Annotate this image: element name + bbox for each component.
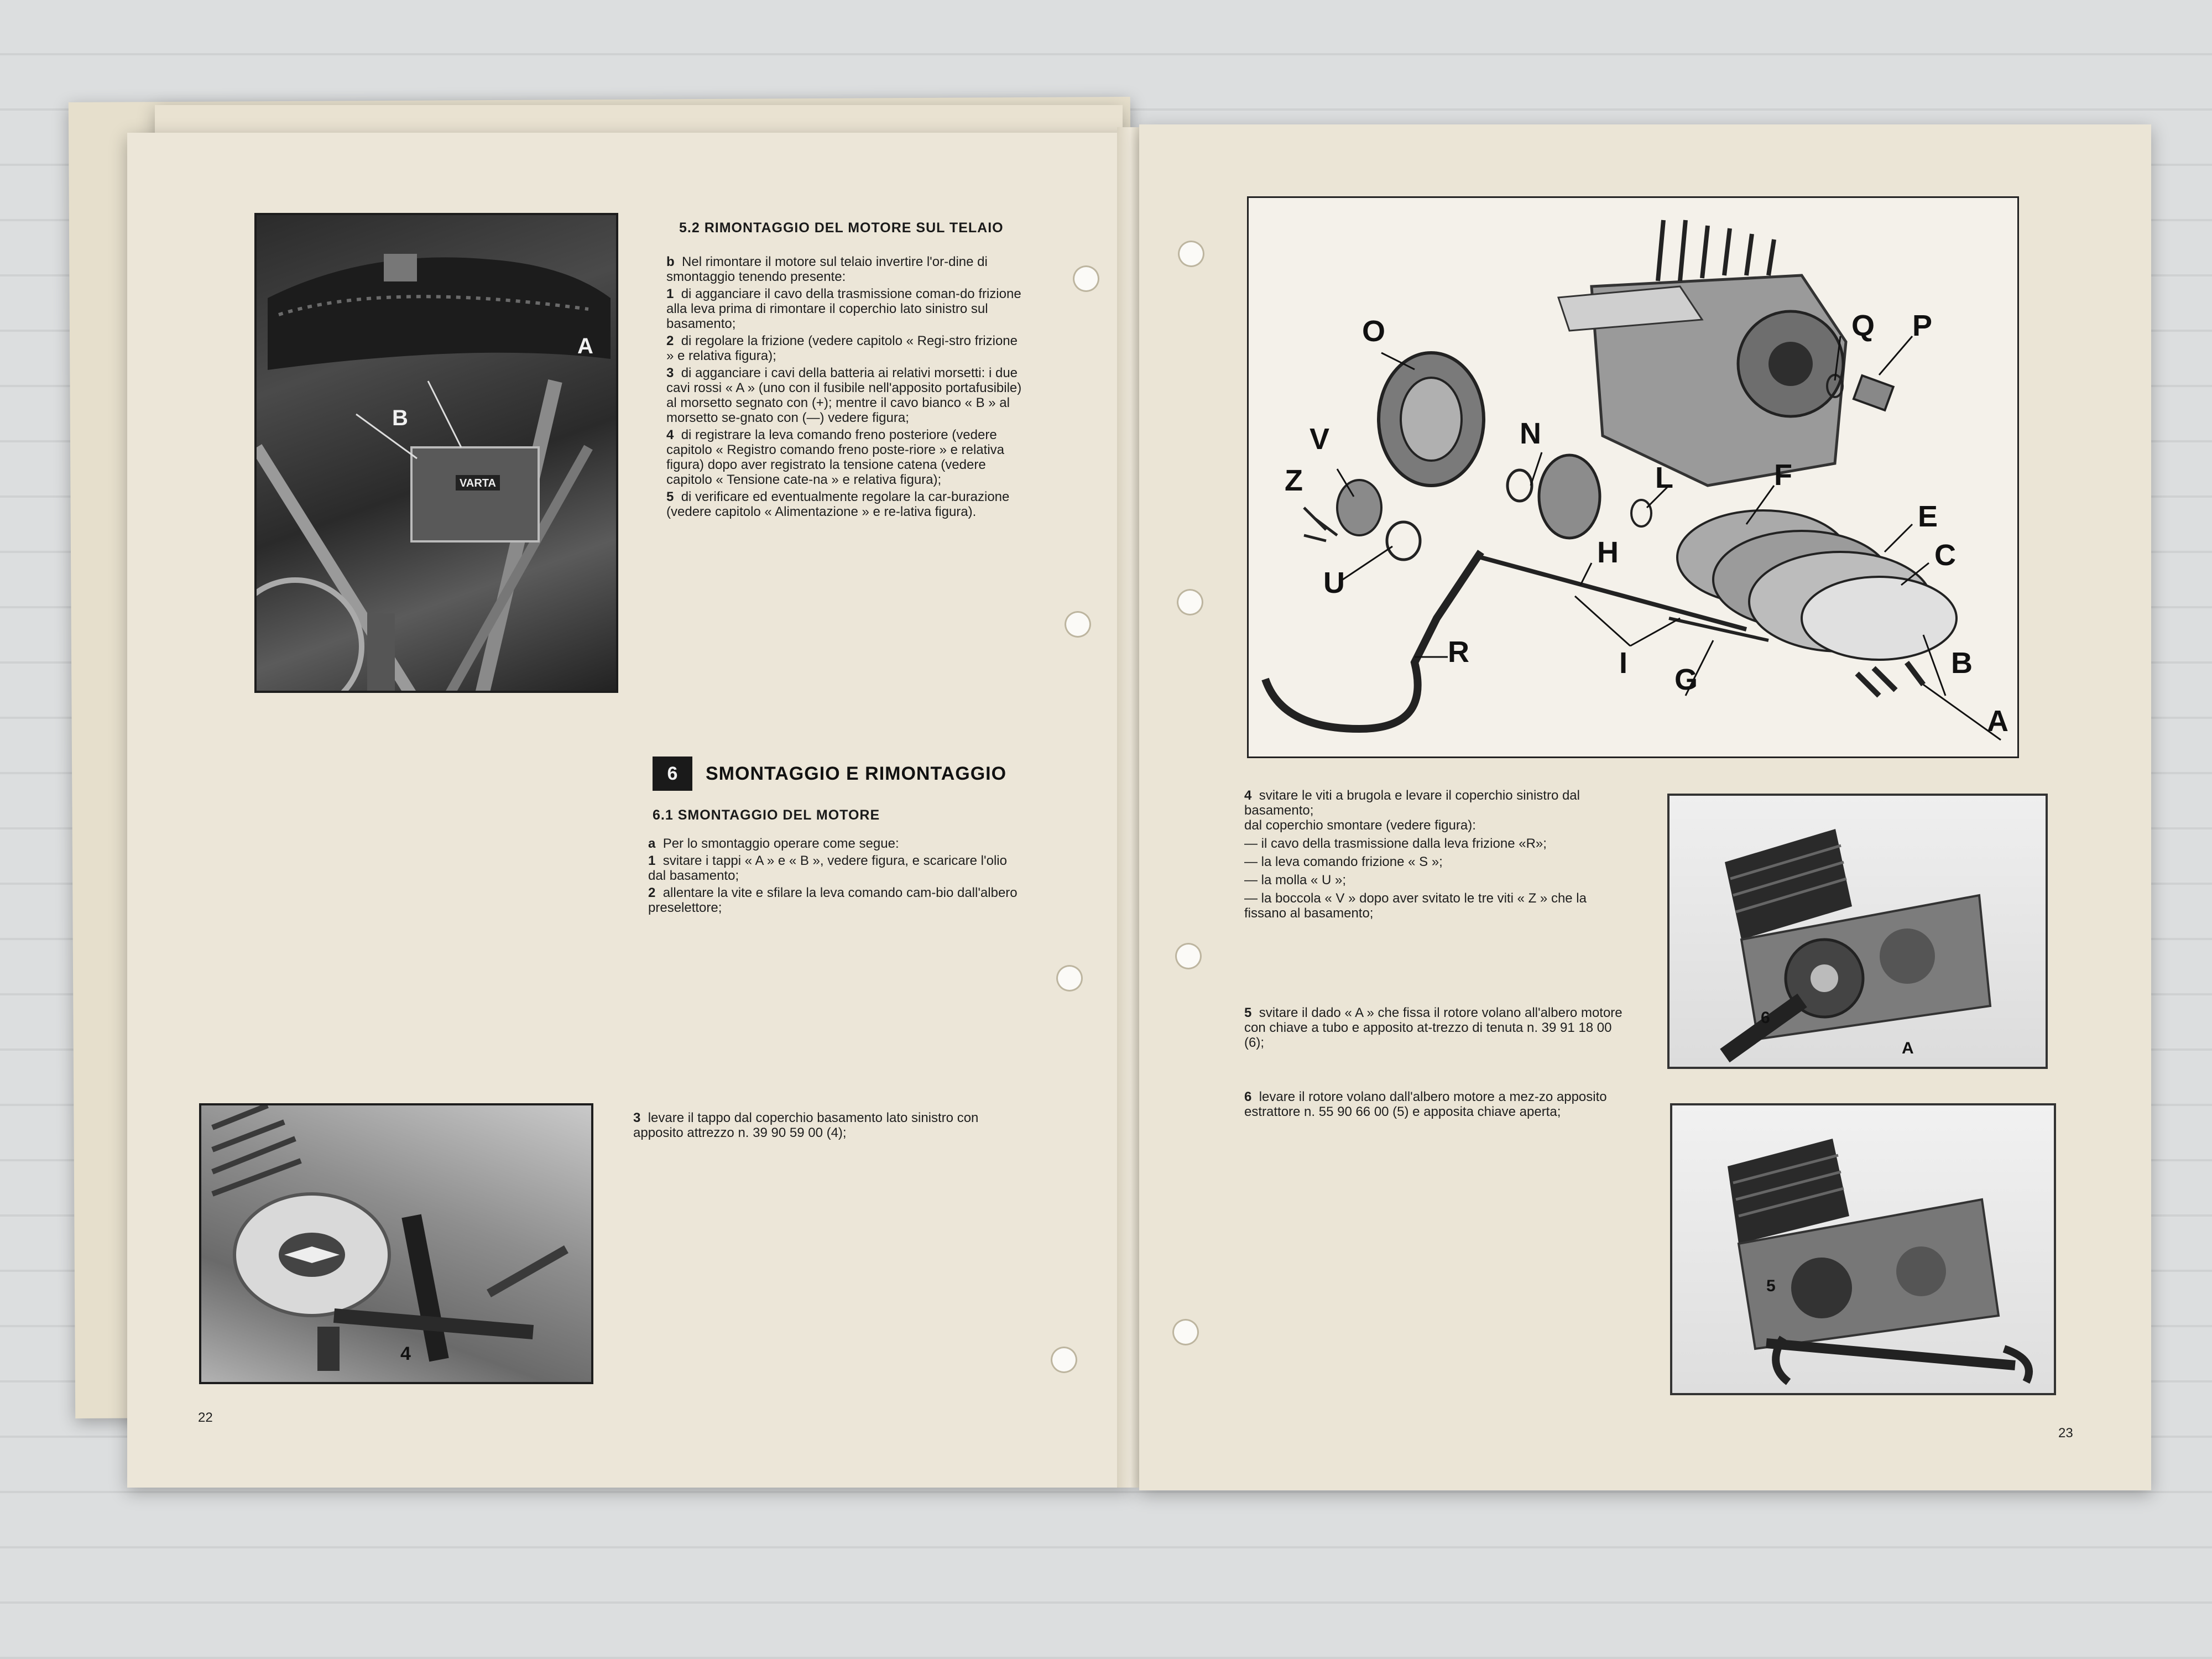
callout-l: L <box>1655 461 1673 494</box>
section-5-2-heading: 5.2 RIMONTAGGIO DEL MOTORE SUL TELAIO <box>679 220 1004 236</box>
binder-hole <box>1177 589 1203 615</box>
callout-z: Z <box>1285 464 1303 497</box>
chapter-number: 6 <box>653 757 692 791</box>
binder-hole <box>1056 965 1083 992</box>
callout-a: A <box>577 334 593 358</box>
binder-hole <box>1175 943 1202 969</box>
binder-hole <box>1178 241 1204 267</box>
callout-a: A <box>1987 705 2008 738</box>
paragraph-number: 1 <box>648 853 656 868</box>
binder-hole <box>1065 611 1091 638</box>
paragraph-text: allentare la vite e sfilare la leva comando cam-bio dall'albero preselettore; <box>648 885 1018 915</box>
engine-photo-2-illustration <box>1672 1105 2054 1393</box>
paragraph <box>1244 788 1631 818</box>
paragraph <box>666 286 1026 331</box>
paragraph-text: di agganciare i cavi della batteria ai relativi morsetti: i due cavi rossi « A » (uno con il fusibile nell'apposito portafusibile) al morsetto segnato con (+); mentre il cavo bianco « B » al morsetto se-gnato con (—) vedere figura; <box>666 366 1022 425</box>
paragraph <box>648 885 1024 915</box>
callout-n: N <box>1520 417 1541 450</box>
callout-e: E <box>1918 500 1938 533</box>
paragraph <box>648 836 1024 851</box>
section-6-1-heading: 6.1 SMONTAGGIO DEL MOTORE <box>653 807 880 823</box>
list-item: — il cavo della trasmissione dalla leva frizione «R»; <box>1244 836 1547 851</box>
callout-f: F <box>1774 458 1792 492</box>
paragraph-number: 4 <box>1244 788 1252 803</box>
paragraph-number: 3 <box>666 366 674 380</box>
paragraph-text: svitare i tappi « A » e « B », vedere figura, e scaricare l'olio dal basamento; <box>648 853 1007 883</box>
callout-c: C <box>1934 539 1956 572</box>
paragraph <box>666 254 1026 284</box>
binder-hole <box>1073 265 1099 292</box>
paragraph-text: levare il rotore volano dall'albero motore a mez-zo apposito estrattore n. 55 90 66 00 (5) e apposita chiave aperta; <box>1244 1089 1607 1119</box>
callout-h: H <box>1597 536 1619 569</box>
callout-p: P <box>1912 309 1933 342</box>
engine-photo-rotor <box>1667 794 2048 1069</box>
callout-4: 4 <box>400 1343 411 1364</box>
paragraph-number: 2 <box>666 333 674 348</box>
step-5 <box>1244 1005 1631 1052</box>
paragraph-text: Nel rimontare il motore sul telaio invertire l'or-dine di smontaggio tenendo presente: <box>666 254 988 284</box>
chapter-title: SMONTAGGIO E RIMONTAGGIO <box>706 763 1007 784</box>
chapter-heading <box>653 757 1006 791</box>
paragraph <box>666 333 1026 363</box>
paragraph-text: svitare il dado « A » che fissa il rotore volano all'albero motore con chiave a tubo e apposito at-trezzo di tenuta n. 39 91 18 00 (6); <box>1244 1005 1623 1050</box>
callout-6: 6 <box>1761 1009 1770 1027</box>
list-item: — la boccola « V » dopo aver svitato le tre viti « Z » che la fissano al basamento; <box>1244 891 1587 921</box>
paragraph <box>1244 1005 1631 1050</box>
paragraph-number: 5 <box>666 489 674 504</box>
battery-brand-label: VARTA <box>460 477 496 489</box>
binder-hole <box>1172 1319 1199 1345</box>
paragraph <box>633 1110 1015 1140</box>
section-5-2-body <box>666 254 1026 521</box>
callout-r: R <box>1448 635 1469 669</box>
paragraph <box>1244 1089 1631 1119</box>
list-item: — la leva comando frizione « S »; <box>1244 854 1443 869</box>
paragraph-subtext: dal coperchio smontare (vedere figura): <box>1244 818 1476 833</box>
paragraph-number: 1 <box>666 286 674 301</box>
step-3 <box>633 1110 1015 1142</box>
paragraph-number: b <box>666 254 675 269</box>
paragraph-text: Per lo smontaggio operare come segue: <box>662 836 899 851</box>
callout-q: Q <box>1851 309 1875 342</box>
section-6-1-body <box>648 836 1024 917</box>
paragraph-number: 6 <box>1244 1089 1252 1104</box>
page-number-left: 22 <box>198 1410 213 1425</box>
page-number-right: 23 <box>2058 1426 2073 1441</box>
battery-photo-illustration <box>257 215 616 691</box>
paragraph-text: di registrare la leva comando freno posteriore (vedere capitolo « Registro comando freno poste-riore » e relativa figura) dopo aver registrato la tensione catena (vedere capitolo « Tensione cate-na » e relativa figura); <box>666 427 1004 487</box>
callout-5: 5 <box>1766 1277 1776 1295</box>
callout-u: U <box>1323 566 1345 599</box>
paragraph <box>666 489 1026 519</box>
cover-tool-illustration <box>201 1105 591 1382</box>
paragraph <box>666 427 1026 487</box>
paragraph-number: a <box>648 836 656 851</box>
engine-photo-extractor <box>1670 1103 2056 1395</box>
callout-b: B <box>392 406 408 430</box>
paragraph-text: svitare le viti a brugola e levare il coperchio sinistro dal basamento; <box>1244 788 1580 818</box>
engine-photo-1-illustration <box>1670 796 2046 1067</box>
cover-tool-photo <box>199 1103 593 1384</box>
callout-b: B <box>1951 646 1973 680</box>
callout-g: G <box>1674 663 1698 696</box>
callout-a: A <box>1902 1039 1914 1057</box>
paragraph-text: di verificare ed eventualmente regolare la car-burazione (vedere capitolo « Alimentazione » e re-lativa figura). <box>666 489 1010 519</box>
paragraph-number: 2 <box>648 885 656 900</box>
paragraph-number: 4 <box>666 427 674 442</box>
paragraph <box>648 853 1024 883</box>
step-6 <box>1244 1089 1631 1121</box>
paragraph <box>666 366 1026 425</box>
exploded-clutch-diagram <box>1247 196 2019 758</box>
paragraph-number: 3 <box>633 1110 641 1125</box>
paragraph-text: levare il tappo dal coperchio basamento lato sinistro con apposito attrezzo n. 39 90 59 00 (4); <box>633 1110 979 1140</box>
exploded-diagram-illustration <box>1249 198 2017 757</box>
binder-hole <box>1051 1347 1077 1373</box>
callout-i: I <box>1619 646 1628 680</box>
battery-photo <box>254 213 618 693</box>
paragraph-text: di agganciare il cavo della trasmissione coman-do frizione alla leva prima di rimontare il coperchio lato sinistro sul basamento; <box>666 286 1021 331</box>
list-item: — la molla « U »; <box>1244 873 1347 888</box>
paragraph-number: 5 <box>1244 1005 1252 1020</box>
paragraph-text: di regolare la frizione (vedere capitolo « Regi-stro frizione » e relativa figura); <box>666 333 1018 363</box>
callout-o: O <box>1362 315 1386 348</box>
callout-v: V <box>1310 422 1330 456</box>
step-4 <box>1244 788 1631 921</box>
